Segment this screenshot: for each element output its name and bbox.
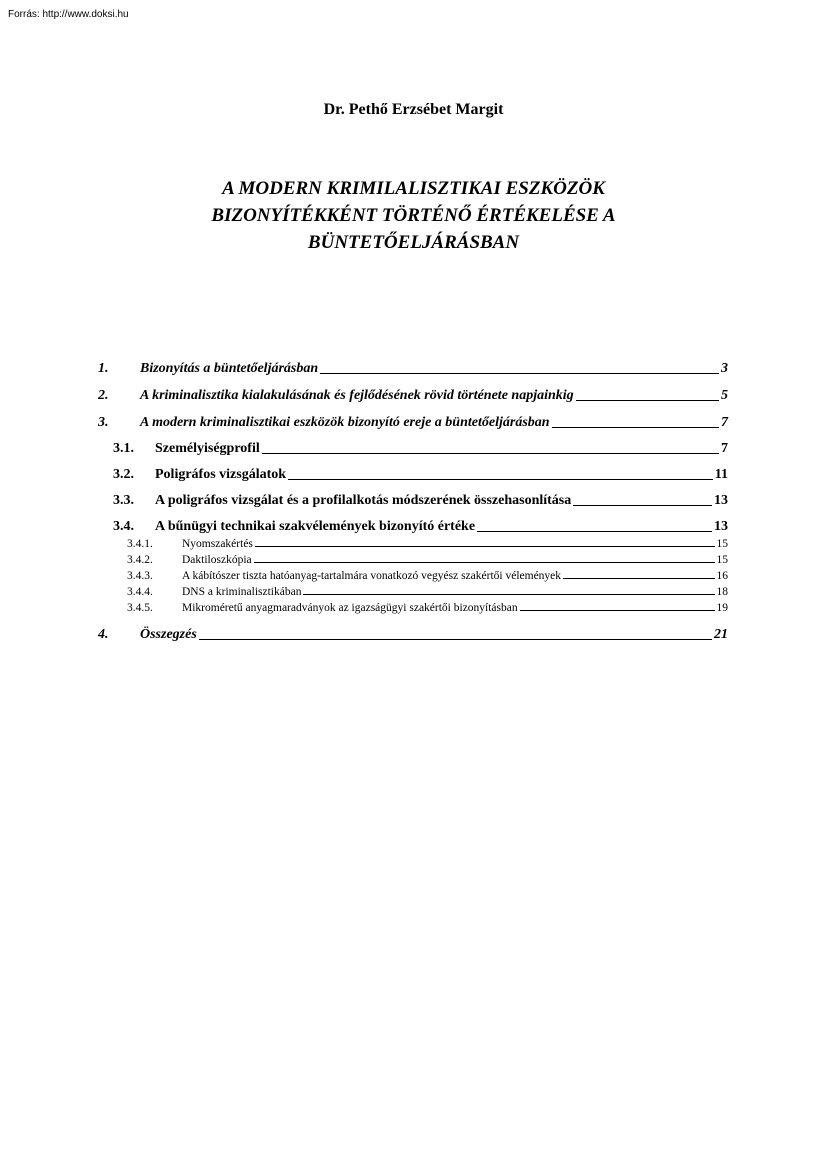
toc-entry-3[interactable] [140,415,728,431]
toc-entry-1[interactable] [140,361,728,377]
toc-num-3-1: 3.1. [113,441,134,456]
toc-entry-4[interactable] [140,627,728,643]
toc-num-3-4-2: 3.4.2. [127,554,153,566]
toc-num-3-4-1: 3.4.1. [127,538,153,550]
toc-entry-text: A kriminalisztika kialakulásának és fejlődésének rövid története napjainkig [140,388,574,403]
toc-leader [520,610,715,611]
title-line-2: BIZONYÍTÉKKÉNT TÖRTÉNŐ ÉRTÉKELÉSE A [211,205,616,226]
toc-page-number: 5 [721,388,728,403]
title-line-1: A MODERN KRIMILALISZTIKAI ESZKÖZÖK [222,178,605,199]
toc-leader [552,427,719,428]
toc-entry-text: A kábítószer tiszta hatóanyag-tartalmára vonatkozó vegyész szakértői vélemények [182,570,562,582]
toc-num-3-3: 3.3. [113,493,134,508]
toc-page-number: 19 [716,602,728,614]
toc-entry-text: Nyomszakértés [182,538,253,550]
toc-entry-text: Poligráfos vizsgálatok [155,467,287,482]
toc-entry-3-4-3[interactable] [182,570,728,582]
toc-entry-3-4-2[interactable] [182,554,728,566]
toc-num-3-2: 3.2. [113,467,134,482]
toc-entry-3-4[interactable] [155,519,728,535]
toc-entry-text: Személyiségprofil [155,441,260,456]
toc-leader [563,578,714,579]
toc-leader [573,505,712,506]
toc-entry-3-4-1[interactable] [182,538,728,550]
toc-page-number: 16 [716,570,728,582]
toc-entry-text: A modern kriminalisztikai eszközök bizonyító ereje a büntetőeljárásban [140,415,550,430]
toc-entry-3-4-5[interactable] [182,602,728,614]
toc-leader [255,546,715,547]
toc-leader [199,639,712,640]
toc-entry-3-4-4[interactable] [182,586,728,598]
toc-entry-text: A poligráfos vizsgálat és a profilalkotás módszerének összehasonlítása [155,493,572,508]
toc-leader [320,373,719,374]
toc-entry-2[interactable] [140,388,728,404]
toc-page-number: 13 [714,519,728,534]
toc-page-number: 3 [721,361,728,376]
author-name: Dr. Pethő Erzsébet Margit [323,101,504,118]
toc-page-number: 7 [721,441,728,456]
title-line-3: BÜNTETŐELJÁRÁSBAN [307,232,520,253]
toc-num-1: 1. [98,361,109,376]
toc-entry-3-2[interactable] [155,467,728,483]
toc-page-number: 21 [714,627,728,642]
toc-page-number: 11 [714,467,728,482]
toc-page-number: 15 [716,554,728,566]
toc-entry-text: Bizonyítás a büntetőeljárásban [140,361,319,376]
toc-leader [303,594,714,595]
toc-num-3: 3. [98,415,109,430]
toc-num-3-4-5: 3.4.5. [127,602,153,614]
toc-leader [576,400,719,401]
toc-leader [262,453,719,454]
toc-leader [254,562,715,563]
toc-entry-3-1[interactable] [155,441,728,457]
toc-entry-text: A bűnügyi technikai szakvélemények bizonyító értéke [155,519,476,534]
toc-page-number: 7 [721,415,728,430]
toc-entry-text: Daktiloszkópia [182,554,252,566]
toc-entry-3-3[interactable] [155,493,728,509]
source-label: Forrás: http://www.doksi.hu [8,9,129,20]
toc-leader [288,479,713,480]
toc-num-3-4: 3.4. [113,519,134,534]
document-title [150,175,677,256]
toc-leader [477,531,712,532]
toc-page-number: 15 [716,538,728,550]
toc-page-number: 13 [714,493,728,508]
toc-entry-text: Mikroméretű anyagmaradványok az igazságügyi szakértői bizonyításban [182,602,518,614]
toc-num-3-4-4: 3.4.4. [127,586,153,598]
toc-num-2: 2. [98,388,109,403]
toc-page-number: 18 [716,586,728,598]
toc-num-3-4-3: 3.4.3. [127,570,153,582]
toc-entry-text: DNS a kriminalisztikában [182,586,302,598]
toc-num-4: 4. [98,627,109,642]
toc-entry-text: Összegzés [140,627,197,642]
